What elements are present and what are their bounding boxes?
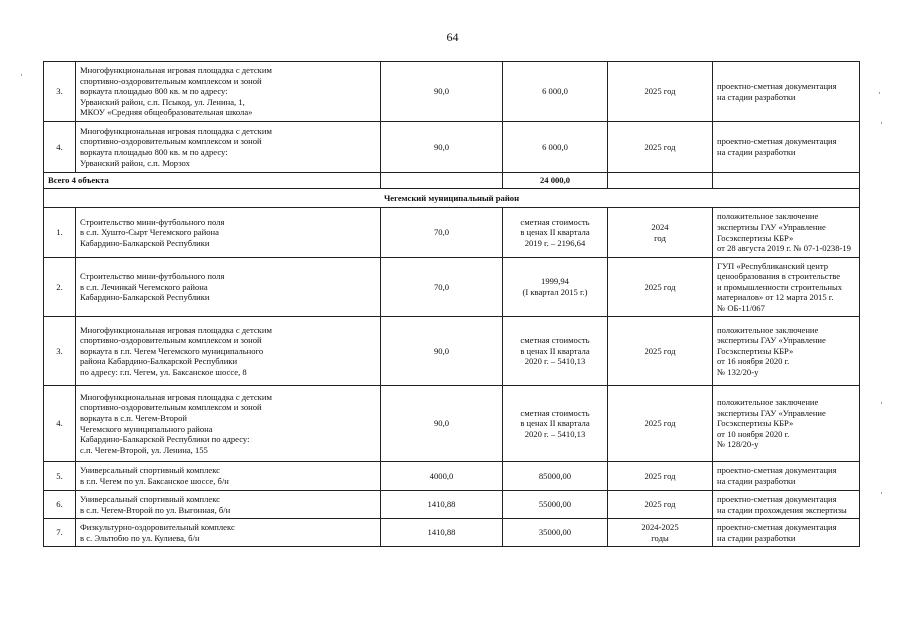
row-number: 1.	[44, 208, 76, 258]
table-row	[44, 208, 860, 258]
object-cost: 1999,94 (I квартал 2015 г.)	[503, 258, 608, 317]
object-name: Многофункциональная игровая площадка с детским спортивно-оздоровительным комплексом и зоной воркаута площадью 800 кв. м по адресу: Урванский район, с.п. Морзох	[76, 122, 381, 173]
row-number: 3.	[44, 62, 76, 122]
objects-table	[43, 61, 860, 547]
object-year: 2024-2025 годы	[608, 519, 713, 547]
object-year: 2025 год	[608, 122, 713, 173]
scan-artifact-dot: ·	[20, 70, 23, 80]
total-empty-cell	[381, 173, 503, 189]
object-year: 2025 год	[608, 462, 713, 491]
object-area: 1410,88	[381, 491, 503, 519]
object-documentation: ГУП «Республиканский центр ценообразования в строительстве и промышленности строительных материалов» от 12 марта 2015 г. № ОБ-11/067	[713, 258, 860, 317]
object-name: Многофункциональная игровая площадка с детским спортивно-оздоровительным комплексом и зоной воркаута в с.п. Чегем-Второй Чегемского муниципального района Кабардино-Балкарской Республики по адресу: с.п. Чегем-Второй, ул. Ленина, 155	[76, 386, 381, 462]
object-name: Физкультурно-оздоровительный комплекс в с. Эльтюбю по ул. Кулиева, б/н	[76, 519, 381, 547]
object-name: Универсальный спортивный комплекс в г.п. Чегем по ул. Баксанское шоссе, б/н	[76, 462, 381, 491]
table-row	[44, 462, 860, 491]
object-documentation: положительное заключение экспертизы ГАУ «Управление Госэкспертизы КБР» от 10 ноября 2020 г. № 128/20-у	[713, 386, 860, 462]
object-cost: сметная стоимость в ценах II квартала 2019 г. – 2196,64	[503, 208, 608, 258]
table-row	[44, 491, 860, 519]
object-area: 1410,88	[381, 519, 503, 547]
object-area: 70,0	[381, 208, 503, 258]
table-row	[44, 386, 860, 462]
table-row	[44, 519, 860, 547]
page-number: 64	[446, 30, 459, 44]
object-name: Многофункциональная игровая площадка с детским спортивно-оздоровительным комплексом и зоной воркаута площадью 800 кв. м по адресу: Урванский район, с.п. Псыкод, ул. Ленина, 1, МКОУ «Средняя общеобразовательная школа»	[76, 62, 381, 122]
scan-artifact-dot: ·	[880, 398, 883, 408]
object-name: Строительство мини-футбольного поля в с.п. Лечинкай Чегемского района Кабардино-Балкарской Республики	[76, 258, 381, 317]
object-cost: 6 000,0	[503, 122, 608, 173]
row-number: 3.	[44, 317, 76, 386]
object-documentation: проектно-сметная документация на стадии разработки	[713, 462, 860, 491]
total-empty-cell	[608, 173, 713, 189]
object-area: 90,0	[381, 62, 503, 122]
scan-artifact-dot: ·	[880, 488, 883, 498]
scan-artifact-dot: ·	[878, 88, 881, 98]
object-cost: сметная стоимость в ценах II квартала 2020 г. – 5410,13	[503, 317, 608, 386]
row-number: 2.	[44, 258, 76, 317]
object-area: 90,0	[381, 317, 503, 386]
total-value: 24 000,0	[503, 173, 608, 189]
object-area: 70,0	[381, 258, 503, 317]
object-documentation: проектно-сметная документация на стадии разработки	[713, 122, 860, 173]
total-label: Всего 4 объекта	[44, 173, 381, 189]
object-year: 2025 год	[608, 491, 713, 519]
object-year: 2025 год	[608, 386, 713, 462]
object-name: Многофункциональная игровая площадка с детским спортивно-оздоровительным комплексом и зоной воркаута в г.п. Чегем Чегемского муниципального района Кабардино-Балкарской Республики по адресу: г.п. Чегем, ул. Баксанское шоссе, 8	[76, 317, 381, 386]
object-year: 2025 год	[608, 62, 713, 122]
object-area: 90,0	[381, 122, 503, 173]
object-area: 4000,0	[381, 462, 503, 491]
row-number: 5.	[44, 462, 76, 491]
row-number: 4.	[44, 122, 76, 173]
object-cost: 6 000,0	[503, 62, 608, 122]
object-area: 90,0	[381, 386, 503, 462]
object-year: 2024 год	[608, 208, 713, 258]
object-cost: сметная стоимость в ценах II квартала 2020 г. – 5410,13	[503, 386, 608, 462]
object-documentation: положительное заключение экспертизы ГАУ «Управление Госэкспертизы КБР» от 28 августа 2019 г. № 07-1-0238-19	[713, 208, 860, 258]
object-year: 2025 год	[608, 258, 713, 317]
object-documentation: проектно-сметная документация на стадии прохождения экспертизы	[713, 491, 860, 519]
object-documentation: положительное заключение экспертизы ГАУ «Управление Госэкспертизы КБР» от 16 ноября 2020 г. № 132/20-у	[713, 317, 860, 386]
section-row	[44, 189, 860, 208]
section-title: Чегемский муниципальный район	[44, 189, 860, 208]
row-number: 6.	[44, 491, 76, 519]
row-number: 4.	[44, 386, 76, 462]
table-row	[44, 258, 860, 317]
row-number: 7.	[44, 519, 76, 547]
object-cost: 55000,00	[503, 491, 608, 519]
object-cost: 85000,00	[503, 462, 608, 491]
total-empty-cell	[713, 173, 860, 189]
total-row	[44, 173, 860, 189]
scan-artifact-dot: ·	[880, 118, 883, 128]
object-name: Универсальный спортивный комплекс в с.п. Чегем-Второй по ул. Выгонная, б/н	[76, 491, 381, 519]
object-year: 2025 год	[608, 317, 713, 386]
table-row	[44, 317, 860, 386]
object-documentation: проектно-сметная документация на стадии разработки	[713, 62, 860, 122]
object-name: Строительство мини-футбольного поля в с.п. Хушто-Сырт Чегемского района Кабардино-Балкарской Республики	[76, 208, 381, 258]
object-documentation: проектно-сметная документация на стадии разработки	[713, 519, 860, 547]
object-cost: 35000,00	[503, 519, 608, 547]
table-row	[44, 122, 860, 173]
table-row	[44, 62, 860, 122]
